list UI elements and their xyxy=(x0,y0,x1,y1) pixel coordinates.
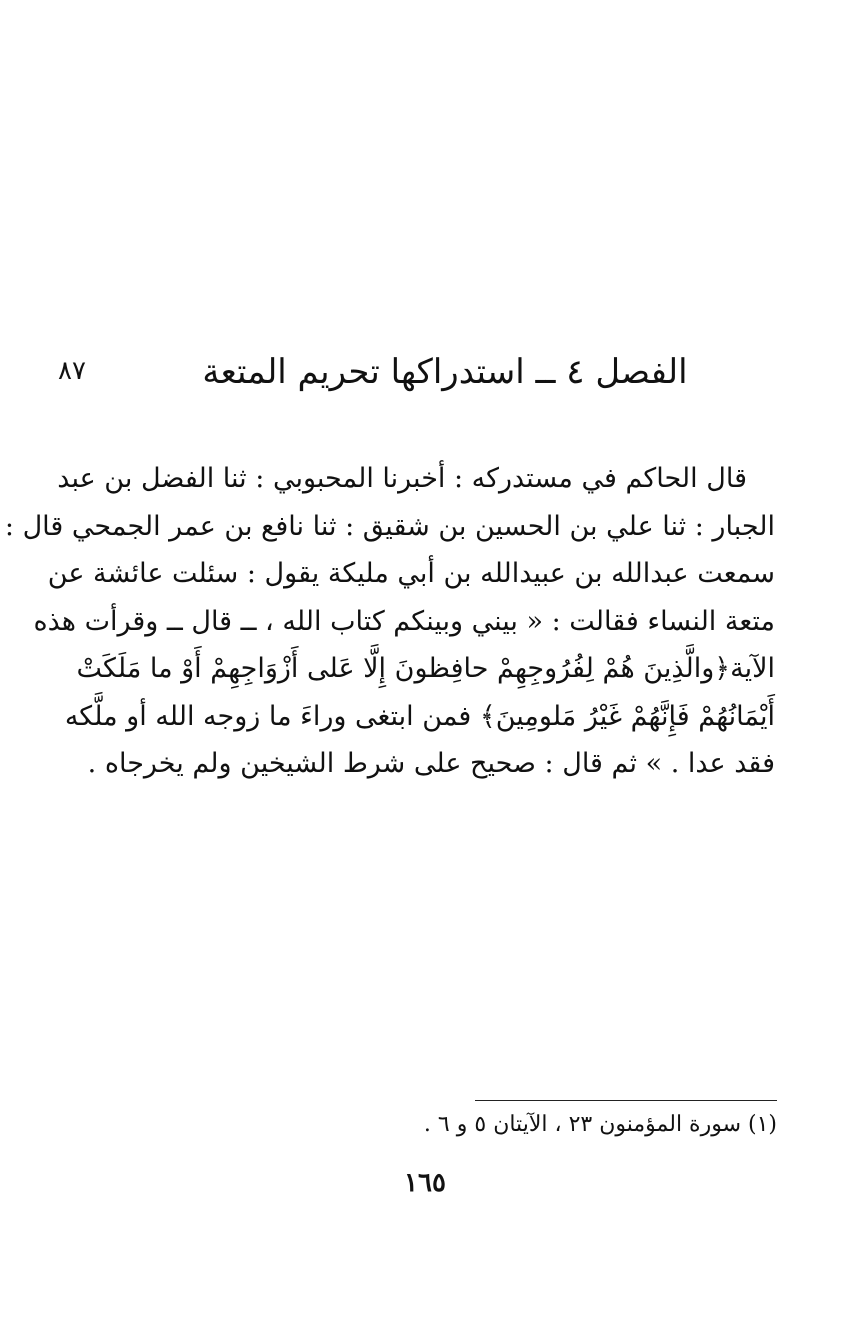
folio-number: ١٦٥ xyxy=(404,1168,446,1198)
text-line-5-quran-verse: الآية﴿والَّذِينَ هُمْ لِفُرُوجِهِمْ حافِظونَ إِلَّا عَلى أَزْوَاجِهِمْ أَوْ ما مَلَكَتْ xyxy=(76,653,775,684)
text-line-1: قال الحاكم في مستدركه : أخبرنا المحبوبي : ثنا الفضل بن عبد xyxy=(57,463,747,494)
footnote: (١) سورة المؤمنون ٢٣ ، الآيتان ٥ و ٦ . xyxy=(423,1112,777,1137)
body-paragraph xyxy=(4,455,775,788)
text-line-4: متعة النساء فقالت : « بيني وبينكم كتاب الله ، ــ قال ــ وقرأت هذه xyxy=(33,605,775,637)
text-line-6-quran-verse: أَيْمَانُهُمْ فَإِنَّهُمْ غَيْرُ مَلومِينَ﴾ فمن ابتغى وراءَ ما زوجه الله أو ملَّكه xyxy=(64,700,775,732)
footnote-divider xyxy=(475,1100,777,1101)
text-line-2: الجبار : ثنا علي بن الحسين بن شقيق : ثنا نافع بن عمر الجمحي قال : xyxy=(4,510,775,542)
page-number: ٨٧ xyxy=(58,356,86,386)
text-line-3: سمعت عبدالله بن عبيدالله بن أبي مليكة يقول : سئلت عائشة عن xyxy=(47,558,775,589)
text-line-7: فقد عدا . » ثم قال : صحيح على شرط الشيخين ولم يخرجاه . xyxy=(87,748,775,779)
chapter-title: الفصل ٤ ــ استدراكها تحريم المتعة xyxy=(202,352,688,392)
